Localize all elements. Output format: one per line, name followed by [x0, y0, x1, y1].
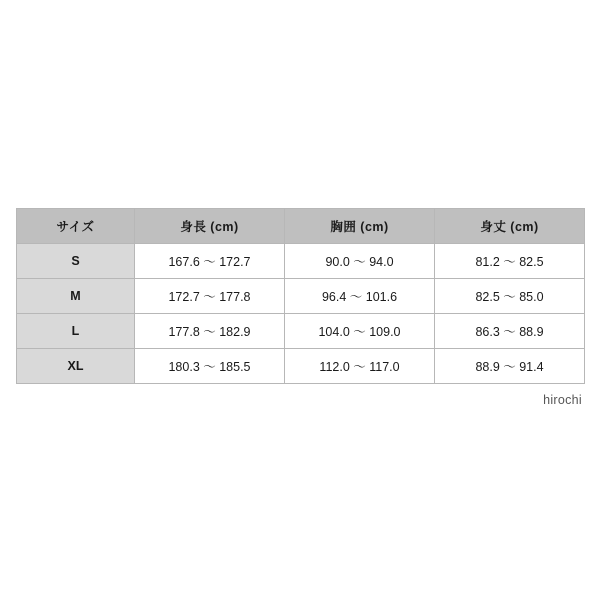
table-row	[17, 349, 585, 384]
cell-height-xl: 180.3 〜 185.5	[135, 349, 285, 384]
cell-length-m: 82.5 〜 85.0	[435, 279, 585, 314]
table-body	[17, 244, 585, 384]
cell-length-s: 81.2 〜 82.5	[435, 244, 585, 279]
table-row	[17, 244, 585, 279]
column-header-chest: 胸囲 (cm)	[285, 209, 435, 244]
column-header-length: 身丈 (cm)	[435, 209, 585, 244]
cell-length-xl: 88.9 〜 91.4	[435, 349, 585, 384]
row-header-size-s: S	[17, 244, 135, 279]
cell-height-s: 167.6 〜 172.7	[135, 244, 285, 279]
cell-height-l: 177.8 〜 182.9	[135, 314, 285, 349]
table-row	[17, 314, 585, 349]
size-table-container	[16, 208, 584, 384]
size-table	[16, 208, 585, 384]
column-header-height: 身長 (cm)	[135, 209, 285, 244]
cell-chest-m: 96.4 〜 101.6	[285, 279, 435, 314]
column-header-size: サイズ	[17, 209, 135, 244]
cell-chest-l: 104.0 〜 109.0	[285, 314, 435, 349]
watermark-text: hirochi	[543, 393, 582, 407]
row-header-size-m: M	[17, 279, 135, 314]
cell-length-l: 86.3 〜 88.9	[435, 314, 585, 349]
table-header	[17, 209, 585, 244]
table-header-row	[17, 209, 585, 244]
cell-chest-s: 90.0 〜 94.0	[285, 244, 435, 279]
row-header-size-l: L	[17, 314, 135, 349]
cell-chest-xl: 112.0 〜 117.0	[285, 349, 435, 384]
row-header-size-xl: XL	[17, 349, 135, 384]
table-row	[17, 279, 585, 314]
cell-height-m: 172.7 〜 177.8	[135, 279, 285, 314]
